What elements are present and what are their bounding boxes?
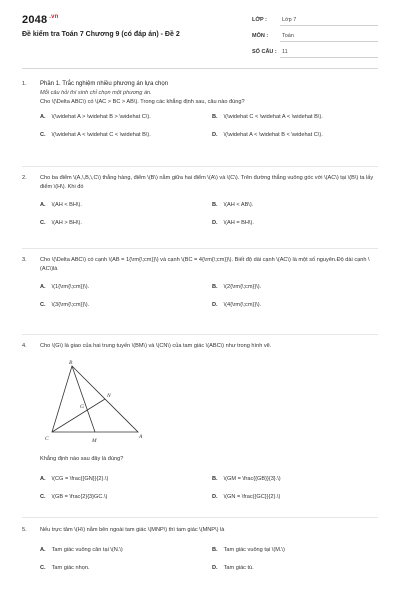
option-letter: C. — [40, 132, 46, 138]
meta-count — [252, 46, 378, 62]
option-text: \(AH > BH\). — [51, 220, 82, 226]
option-c[interactable] — [40, 219, 82, 228]
option-letter: A. — [40, 547, 46, 553]
question-divider — [22, 517, 378, 518]
option-letter: B. — [212, 547, 218, 553]
question-text: Cho \(\Delta ABC\) có \(AC > BC > AB\). Trong các khẳng định sau, câu nào đúng? — [40, 99, 245, 105]
question-text: Nếu trực tâm \(H\) nằm bên ngoài tam giác \(MNP\) thì tam giác \(MNP\) là — [40, 527, 225, 533]
question-body — [40, 526, 374, 582]
question-body — [40, 256, 374, 319]
median-cn — [52, 399, 105, 432]
question-body — [40, 455, 374, 511]
option-b[interactable] — [212, 113, 323, 122]
meta-underline — [280, 57, 378, 58]
option-letter: D. — [212, 220, 218, 226]
section-title: Phần 1. Trắc nghiệm nhiều phương án lựa chọn — [40, 81, 169, 87]
median-bm — [72, 366, 95, 432]
question-body — [40, 80, 374, 149]
option-d[interactable] — [212, 564, 254, 573]
triangle-figure — [40, 358, 150, 448]
brand-logo[interactable] — [22, 14, 59, 26]
question-number: 4. — [22, 343, 27, 349]
brand-suffix: .vn — [49, 14, 59, 20]
option-text: \(AH = BH\). — [223, 220, 254, 226]
question-text: Cho \(G\) là giao của hai trung tuyến \(BM\) và \(CN\) của tam giác \(ABC\) như trong hình vẽ. — [40, 343, 272, 349]
option-a[interactable] — [40, 113, 151, 122]
meta-subject — [252, 30, 378, 46]
header-divider — [22, 68, 378, 69]
option-text: \(4{\rm{\;cm}}\). — [223, 302, 262, 308]
option-b[interactable] — [212, 283, 261, 292]
exam-title: Đề kiểm tra Toán 7 Chương 9 (có đáp án) - Đề 2 — [22, 31, 180, 38]
brand-number: 2048 — [22, 14, 48, 26]
meta-label: LỚP : — [252, 17, 267, 23]
option-text: \(\widehat A > \widehat B > \widehat C\). — [51, 114, 151, 120]
question-text: Cho \(\Delta ABC\) có cạnh \(AB = 1{\rm{\;cm}}\) và cạnh \(BC = 4{\rm{\;cm}}\). Biết độ dài cạnh \(AC\) là một số nguyên.Độ dài cạnh \(AC\)là — [40, 257, 370, 272]
exam-meta — [252, 14, 378, 62]
option-text: \(GN = \frac{{GC}}{2}.\) — [223, 494, 281, 500]
option-letter: B. — [212, 476, 218, 482]
option-a[interactable] — [40, 546, 123, 555]
question-divider — [22, 248, 378, 249]
option-c[interactable] — [40, 564, 90, 573]
option-text: Tam giác nhọn. — [51, 565, 90, 571]
question-body — [40, 174, 374, 237]
option-letter: D. — [212, 494, 218, 500]
question-divider — [22, 166, 378, 167]
meta-label: MÔN : — [252, 33, 269, 39]
option-text: \(1{\rm{\;cm}}\). — [51, 284, 90, 290]
option-text: \(GB = \frac{2}{3}GC.\) — [51, 494, 108, 500]
option-letter: A. — [40, 114, 46, 120]
option-c[interactable] — [40, 131, 151, 140]
option-letter: A. — [40, 284, 46, 290]
label-m: M — [92, 438, 97, 444]
meta-underline — [280, 41, 378, 42]
label-b: B — [69, 360, 73, 366]
option-letter: C. — [40, 565, 46, 571]
option-letter: C. — [40, 494, 46, 500]
option-letter: C. — [40, 220, 46, 226]
option-text: \(AH < BH\). — [51, 202, 82, 208]
option-d[interactable] — [212, 493, 280, 502]
options — [40, 475, 374, 511]
option-text: \(AH < AB\). — [223, 202, 254, 208]
option-text: Tam giác vuông cân tại \(N.\) — [51, 547, 123, 553]
option-letter: B. — [212, 114, 218, 120]
label-g: G — [80, 404, 84, 410]
option-text: \(CG = \frac{{GN}}{2}.\) — [51, 476, 109, 482]
option-letter: B. — [212, 284, 218, 290]
question-body — [40, 342, 374, 351]
label-c: C — [45, 436, 49, 442]
option-d[interactable] — [212, 301, 261, 310]
option-text: \(GM = \frac{{GB}}{3}.\) — [223, 476, 281, 482]
option-letter: C. — [40, 302, 46, 308]
label-n: N — [107, 393, 111, 399]
meta-value: Lớp 7 — [282, 17, 297, 23]
option-letter: A. — [40, 476, 46, 482]
options — [40, 201, 374, 237]
options — [40, 283, 374, 319]
option-b[interactable] — [212, 546, 285, 555]
question-text: Khẳng định nào sau đây là đúng? — [40, 456, 124, 462]
option-letter: A. — [40, 202, 46, 208]
option-b[interactable] — [212, 201, 253, 210]
document-header — [0, 0, 400, 70]
question-divider — [22, 334, 378, 335]
option-d[interactable] — [212, 219, 254, 228]
options — [40, 546, 374, 582]
option-text: Tam giác tù. — [223, 565, 254, 571]
option-a[interactable] — [40, 283, 89, 292]
option-b[interactable] — [212, 475, 281, 484]
option-text: \(\widehat A < \widehat B < \widehat C\). — [223, 132, 323, 138]
option-letter: D. — [212, 565, 218, 571]
option-a[interactable] — [40, 475, 108, 484]
question-number: 2. — [22, 175, 27, 181]
option-a[interactable] — [40, 201, 82, 210]
option-text: \(\widehat C < \widehat A < \widehat B\). — [223, 114, 323, 120]
meta-value: 11 — [282, 49, 288, 55]
meta-class — [252, 14, 378, 30]
label-a: A — [139, 434, 143, 440]
meta-label: SỐ CÂU : — [252, 49, 277, 55]
options — [40, 113, 374, 149]
question-number: 1. — [22, 81, 27, 87]
triangle-abc — [52, 366, 138, 432]
meta-underline — [280, 25, 378, 26]
option-letter: D. — [212, 132, 218, 138]
section-note: Mỗi câu hỏi thí sinh chỉ chọn một phương án. — [40, 90, 152, 96]
meta-value: Toán — [282, 33, 294, 39]
option-d[interactable] — [212, 131, 323, 140]
option-text: \(2{\rm{\;cm}}\). — [223, 284, 262, 290]
question-number: 5. — [22, 527, 27, 533]
question-text: Cho ba điểm \(A,\,B,\,C\) thẳng hàng, điểm \(B\) nằm giữa hai điểm \(A\) và \(C\). Trên đường thẳng vuông góc với \(AC\) tại \(B\) ta lấy điểm \(H\). Khi đó — [40, 175, 374, 190]
option-text: \(3{\rm{\;cm}}\). — [51, 302, 90, 308]
option-letter: B. — [212, 202, 218, 208]
option-text: \(\widehat A < \widehat C < \widehat B\). — [51, 132, 151, 138]
option-c[interactable] — [40, 301, 89, 310]
option-text: Tam giác vuông tại \(M.\) — [223, 547, 285, 553]
option-letter: D. — [212, 302, 218, 308]
option-c[interactable] — [40, 493, 107, 502]
question-number: 3. — [22, 257, 27, 263]
